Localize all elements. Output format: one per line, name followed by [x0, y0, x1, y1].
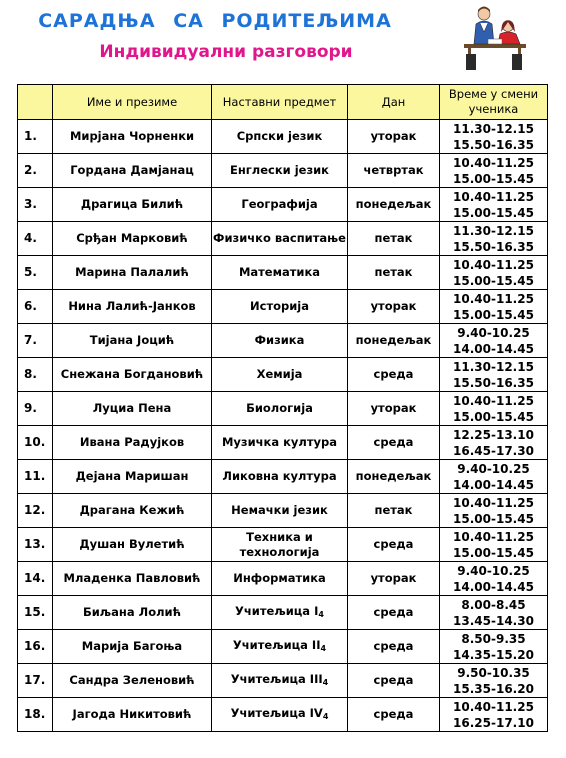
grade-subscript: 4 — [322, 711, 329, 721]
time-slots — [440, 290, 548, 324]
cell-text: Младенка Павловић — [63, 571, 201, 585]
row-number — [18, 188, 53, 222]
time-slot-morning: 12.25-13.10 — [453, 427, 534, 442]
table-row — [18, 358, 548, 392]
time-slot-afternoon: 13.45-14.30 — [453, 613, 534, 628]
cell-text: 1. — [24, 129, 37, 143]
weekday — [348, 460, 440, 494]
grade-subscript: 4 — [318, 609, 324, 619]
cell-text: четвртак — [363, 163, 424, 177]
cell-text: среда — [373, 367, 414, 381]
cell-text: Мирјана Чорненки — [69, 129, 195, 143]
time-slot-morning: 10.40-11.25 — [453, 495, 534, 510]
row-number — [18, 596, 53, 630]
table-header-row — [18, 85, 548, 120]
time-slot-morning: 11.30-12.15 — [453, 223, 534, 238]
cell-text: 16. — [24, 639, 46, 653]
weekday — [348, 426, 440, 460]
cell-text: петак — [374, 503, 413, 517]
time-slots — [440, 256, 548, 290]
cell-text: Ликовна култура — [222, 469, 337, 483]
time-slots — [440, 630, 548, 664]
weekday — [348, 494, 440, 528]
subject — [212, 188, 348, 222]
subject — [212, 392, 348, 426]
time-slot-afternoon: 15.00-15.45 — [453, 273, 534, 288]
time-slots — [440, 698, 548, 732]
weekday — [348, 528, 440, 562]
grade-subscript: 4 — [322, 677, 329, 687]
subject — [212, 120, 348, 154]
table-row — [18, 392, 548, 426]
weekday — [348, 698, 440, 732]
title-word: САРАДЊА — [38, 10, 156, 32]
cell-text: 17. — [24, 673, 46, 687]
cell-text: Српски језик — [236, 129, 323, 143]
cell-text: Енглески језик — [229, 163, 329, 177]
teacher-name — [53, 698, 212, 732]
teacher-name — [53, 324, 212, 358]
cell-text: 9. — [24, 401, 37, 415]
row-number — [18, 528, 53, 562]
cell-text: 4. — [24, 231, 37, 245]
time-slot-morning: 9.50-10.35 — [457, 665, 530, 680]
cell-text: Сандра Зеленовић — [69, 673, 195, 687]
teacher-name — [53, 256, 212, 290]
table-row — [18, 460, 548, 494]
cell-text: Нина Лалић-Јанков — [68, 299, 196, 313]
cell-text: уторак — [370, 299, 417, 313]
time-slot-afternoon: 15.00-15.45 — [453, 511, 534, 526]
time-slot-afternoon: 15.35-16.20 — [453, 681, 534, 696]
cell-text: Географија — [241, 197, 318, 211]
cell-text: Немачки језик — [231, 503, 328, 517]
time-slot-morning: 10.40-11.25 — [453, 393, 534, 408]
cell-text: Дејана Маришан — [75, 469, 189, 483]
teacher-name — [53, 392, 212, 426]
cell-text: 3. — [24, 197, 37, 211]
cell-text: Техника и технологија — [239, 529, 320, 559]
time-slot-morning: 10.40-11.25 — [453, 529, 534, 544]
cell-text: Снежана Богдановић — [60, 367, 204, 381]
subject — [212, 630, 348, 664]
parent-teacher-meeting-clipart — [462, 4, 528, 74]
page-title — [0, 10, 430, 32]
cell-text: 6. — [24, 299, 37, 313]
cell-text: уторак — [370, 571, 417, 585]
row-number — [18, 698, 53, 732]
time-slots — [440, 154, 548, 188]
time-slots — [440, 528, 548, 562]
time-slots — [440, 562, 548, 596]
time-slot-morning: 11.30-12.15 — [453, 359, 534, 374]
teacher-name — [53, 120, 212, 154]
teacher-name — [53, 358, 212, 392]
row-number — [18, 290, 53, 324]
time-slot-afternoon: 14.00-14.45 — [453, 341, 534, 356]
time-slots — [440, 358, 548, 392]
cell-text: 12. — [24, 503, 46, 517]
table-row — [18, 562, 548, 596]
cell-text: Срђан Марковић — [76, 231, 188, 245]
time-slot-afternoon: 16.45-17.30 — [453, 443, 534, 458]
cell-text: Ивана Радујков — [79, 435, 185, 449]
teacher-name — [53, 630, 212, 664]
consultation-table — [17, 84, 548, 732]
weekday — [348, 562, 440, 596]
cell-text: 8. — [24, 367, 37, 381]
subject — [212, 222, 348, 256]
teacher-name — [53, 426, 212, 460]
cell-text: Физика — [254, 333, 305, 347]
cell-text: Гордана Дамјанац — [70, 163, 194, 177]
table-row — [18, 426, 548, 460]
cell-text: 14. — [24, 571, 46, 585]
subject — [212, 698, 348, 732]
table-row — [18, 188, 548, 222]
teacher-name — [53, 664, 212, 698]
cell-text: 7. — [24, 333, 37, 347]
weekday — [348, 290, 440, 324]
cell-text: Учитељица IV — [230, 705, 323, 720]
cell-text: 10. — [24, 435, 46, 449]
cell-text: Учитељица II — [232, 637, 321, 652]
table-row — [18, 222, 548, 256]
time-slots — [440, 494, 548, 528]
time-slot-morning: 10.40-11.25 — [453, 699, 534, 714]
row-number — [18, 426, 53, 460]
column-header-name: Име и презиме — [53, 85, 212, 120]
row-number — [18, 256, 53, 290]
subject — [212, 528, 348, 562]
grade-subscript: 4 — [320, 643, 327, 653]
time-slot-morning: 10.40-11.25 — [453, 291, 534, 306]
cell-text: уторак — [370, 401, 417, 415]
row-number — [18, 222, 53, 256]
subject — [212, 358, 348, 392]
time-slot-morning: 11.30-12.15 — [453, 121, 534, 136]
subject — [212, 256, 348, 290]
time-slot-afternoon: 14.00-14.45 — [453, 579, 534, 594]
teacher-name — [53, 528, 212, 562]
time-slot-afternoon: 16.25-17.10 — [453, 715, 534, 730]
cell-text: среда — [373, 605, 414, 619]
weekday — [348, 324, 440, 358]
row-number — [18, 562, 53, 596]
teacher-name — [53, 494, 212, 528]
table-row — [18, 324, 548, 358]
time-slot-afternoon: 15.00-15.45 — [453, 545, 534, 560]
cell-text: Хемија — [256, 367, 303, 381]
subject — [212, 290, 348, 324]
subject — [212, 324, 348, 358]
teacher-name — [53, 290, 212, 324]
cell-text: понедељак — [355, 469, 432, 483]
page-subtitle: Индивидуални разговори — [99, 42, 353, 62]
table-row — [18, 120, 548, 154]
cell-text: петак — [374, 231, 413, 245]
subject — [212, 664, 348, 698]
cell-text: понедељак — [355, 197, 432, 211]
table-row — [18, 630, 548, 664]
time-slot-afternoon: 15.50-16.35 — [453, 239, 534, 254]
table-row — [18, 256, 548, 290]
subject — [212, 426, 348, 460]
teacher-name — [53, 460, 212, 494]
teacher-name — [53, 222, 212, 256]
time-slots — [440, 596, 548, 630]
time-slots — [440, 222, 548, 256]
cell-text: среда — [373, 639, 414, 653]
cell-text: Драгана Кежић — [79, 503, 185, 517]
cell-text: Математика — [238, 265, 321, 279]
cell-text: 18. — [24, 707, 46, 721]
cell-text: Јагода Никитовић — [72, 707, 192, 721]
cell-text: 13. — [24, 537, 46, 551]
time-slots — [440, 460, 548, 494]
time-slots — [440, 188, 548, 222]
table-row — [18, 494, 548, 528]
time-slot-afternoon: 15.00-15.45 — [453, 409, 534, 424]
table-row — [18, 698, 548, 732]
row-number — [18, 664, 53, 698]
table-row — [18, 290, 548, 324]
teacher-name — [53, 154, 212, 188]
row-number — [18, 358, 53, 392]
cell-text: Историја — [250, 299, 309, 313]
cell-text: петак — [374, 265, 413, 279]
cell-text: среда — [373, 435, 414, 449]
cell-text: Марина Палалић — [75, 265, 189, 279]
cell-text: Биљана Лолић — [82, 605, 182, 619]
teacher-name — [53, 562, 212, 596]
cell-text: Музичка култура — [221, 435, 338, 449]
time-slots — [440, 120, 548, 154]
weekday — [348, 358, 440, 392]
weekday — [348, 256, 440, 290]
cell-text: уторак — [370, 129, 417, 143]
weekday — [348, 222, 440, 256]
subject — [212, 460, 348, 494]
cell-text: Марија Багоња — [81, 639, 183, 653]
time-slot-morning: 8.00-8.45 — [461, 597, 526, 612]
time-slot-afternoon: 15.00-15.45 — [453, 171, 534, 186]
weekday — [348, 188, 440, 222]
subject — [212, 494, 348, 528]
cell-text: понедељак — [355, 333, 432, 347]
time-slot-morning: 9.40-10.25 — [457, 325, 530, 340]
row-number — [18, 154, 53, 188]
cell-text: 2. — [24, 163, 37, 177]
cell-text: Драгица Билић — [80, 197, 184, 211]
cell-text: Душан Вулетић — [79, 537, 185, 551]
cell-text: Информатика — [233, 571, 326, 585]
column-header-time: Време у смени ученика — [440, 85, 548, 120]
cell-text: Учитељица I — [235, 603, 319, 618]
subject — [212, 596, 348, 630]
cell-text: Биологија — [246, 401, 313, 415]
table-row — [18, 528, 548, 562]
cell-text: 11. — [24, 469, 46, 483]
cell-text: Луциа Пена — [92, 401, 172, 415]
subject — [212, 562, 348, 596]
time-slot-morning: 9.40-10.25 — [457, 461, 530, 476]
time-slots — [440, 664, 548, 698]
weekday — [348, 392, 440, 426]
table-row — [18, 596, 548, 630]
time-slot-afternoon: 15.00-15.45 — [453, 205, 534, 220]
title-word: РОДИТЕЉИМА — [221, 10, 392, 32]
row-number — [18, 460, 53, 494]
teacher-name — [53, 596, 212, 630]
time-slot-morning: 10.40-11.25 — [453, 189, 534, 204]
weekday — [348, 154, 440, 188]
table-row — [18, 664, 548, 698]
time-slot-morning: 10.40-11.25 — [453, 257, 534, 272]
teacher-name — [53, 188, 212, 222]
row-number — [18, 324, 53, 358]
weekday — [348, 596, 440, 630]
title-word: СА — [173, 10, 204, 32]
time-slot-morning: 10.40-11.25 — [453, 155, 534, 170]
time-slot-morning: 8.50-9.35 — [461, 631, 526, 646]
cell-text: Физичко васпитање — [213, 231, 346, 245]
time-slots — [440, 392, 548, 426]
time-slot-afternoon: 14.00-14.45 — [453, 477, 534, 492]
row-number — [18, 630, 53, 664]
cell-text: 15. — [24, 605, 46, 619]
cell-text: Тијана Јоцић — [89, 333, 175, 347]
column-header-day: Дан — [348, 85, 440, 120]
row-number — [18, 392, 53, 426]
cell-text: среда — [373, 537, 414, 551]
weekday — [348, 664, 440, 698]
time-slot-afternoon: 15.50-16.35 — [453, 137, 534, 152]
row-number — [18, 494, 53, 528]
column-header-number — [18, 85, 53, 120]
time-slots — [440, 426, 548, 460]
column-header-subject: Наставни предмет — [212, 85, 348, 120]
time-slot-afternoon: 15.00-15.45 — [453, 307, 534, 322]
weekday — [348, 630, 440, 664]
cell-text: Учитељица III — [230, 671, 323, 686]
time-slots — [440, 324, 548, 358]
cell-text: 5. — [24, 265, 37, 279]
row-number — [18, 120, 53, 154]
table-row — [18, 154, 548, 188]
time-slot-afternoon: 14.35-15.20 — [453, 647, 534, 662]
time-slot-morning: 9.40-10.25 — [457, 563, 530, 578]
cell-text: среда — [373, 707, 414, 721]
cell-text: среда — [373, 673, 414, 687]
subject — [212, 154, 348, 188]
weekday — [348, 120, 440, 154]
time-slot-afternoon: 15.50-16.35 — [453, 375, 534, 390]
